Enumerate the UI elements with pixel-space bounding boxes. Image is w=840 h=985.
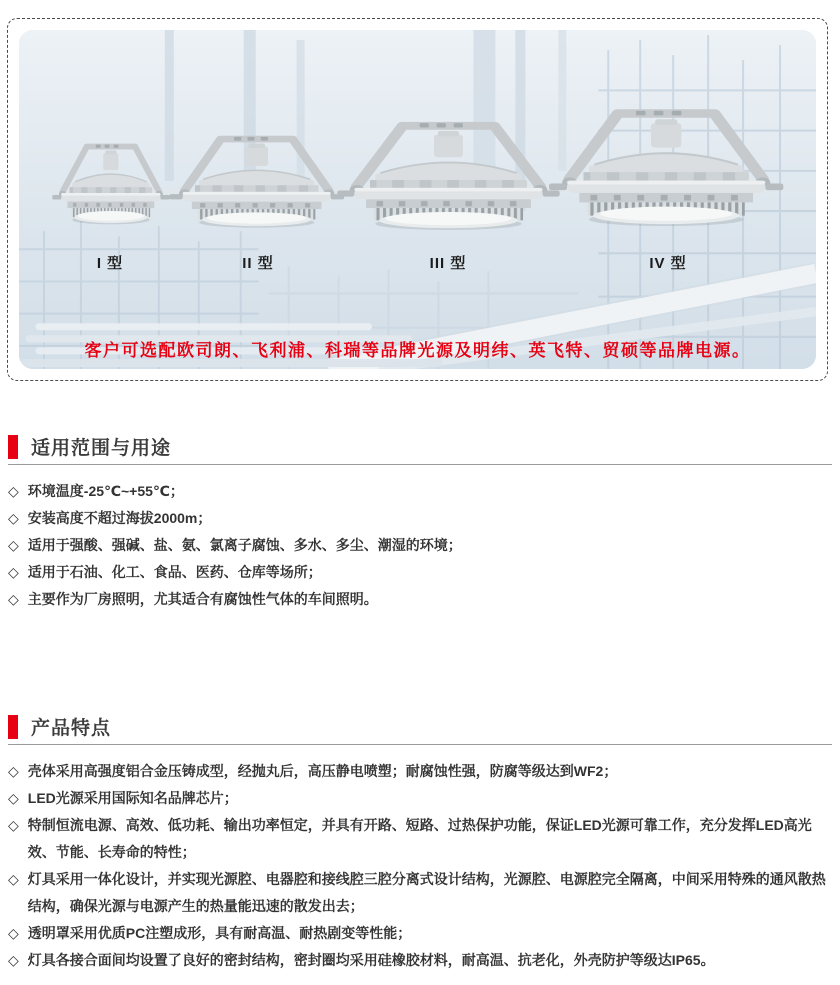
bullet-text: 灯具采用一体化设计，并实现光源腔、电器腔和接线腔三腔分离式设计结构，光源腔、电源腔完全隔离，中间采用特殊的通风散热结构，确保光源与电源产生的热量能迅速的散发出去； (27, 871, 826, 914)
diamond-bullet-icon: ◇ (8, 537, 19, 553)
section-product-features (8, 713, 832, 974)
section-application-scope (8, 433, 832, 613)
bullet-item (8, 920, 832, 947)
bullet-item (8, 559, 832, 586)
section-accent-bar (8, 435, 18, 459)
section-title: 产品特点 (31, 718, 112, 739)
bullet-item (8, 586, 832, 613)
bullet-text: 适用于强酸、强碱、盐、氨、氯离子腐蚀、多水、多尘、潮湿的环境； (27, 537, 462, 553)
bullet-text: 壳体采用高强度铝合金压铸成型，经抛丸后，高压静电喷塑；耐腐蚀性强，防腐等级达到WF2； (27, 763, 618, 779)
section-accent-bar (8, 715, 18, 739)
bullet-text: 安装高度不超过海拔2000m； (27, 510, 212, 526)
diamond-bullet-icon: ◇ (8, 925, 19, 941)
bullet-item (8, 866, 832, 920)
diamond-bullet-icon: ◇ (8, 591, 19, 607)
bullet-item (8, 758, 832, 785)
bullet-item (8, 532, 832, 559)
bullet-item (8, 785, 832, 812)
bullet-text: 透明罩采用优质PC注塑成形，具有耐高温、耐热剧变等性能； (27, 925, 412, 941)
brand-options-caption: 客户可选配欧司朗、飞利浦、科瑞等品牌光源及明纬、英飞特、贸硕等品牌电源。 (84, 341, 751, 360)
bullet-text: 主要作为厂房照明，尤其适合有腐蚀性气体的车间照明。 (27, 591, 378, 607)
model-label-2: II 型 (242, 255, 274, 272)
model-label-3: III 型 (429, 255, 467, 272)
bullet-item (8, 505, 832, 532)
model-label-1: I 型 (96, 255, 124, 272)
section-title: 适用范围与用途 (31, 438, 172, 459)
bullet-text: 特制恒流电源、高效、低功耗、输出功率恒定，并具有开路、短路、过热保护功能，保证LED光源可靠工作，充分发挥LED高光效、节能、长寿命的特性； (27, 817, 812, 860)
diamond-bullet-icon: ◇ (8, 483, 19, 499)
bullet-item (8, 478, 832, 505)
bullet-text: 灯具各接合面间均设置了良好的密封结构，密封圈均采用硅橡胶材料，耐高温、抗老化，外壳防护等级达IP65。 (27, 952, 715, 968)
diamond-bullet-icon: ◇ (8, 790, 19, 806)
model-label-4: IV 型 (649, 255, 687, 272)
diamond-bullet-icon: ◇ (8, 763, 19, 779)
diamond-bullet-icon: ◇ (8, 817, 19, 833)
diamond-bullet-icon: ◇ (8, 564, 19, 580)
section-header (8, 713, 832, 745)
bullet-list (8, 478, 832, 613)
factory-photo-illustration (19, 30, 816, 369)
diamond-bullet-icon: ◇ (8, 952, 19, 968)
bullet-text: LED光源采用国际知名品牌芯片； (27, 790, 238, 806)
diamond-bullet-icon: ◇ (8, 871, 19, 887)
product-photo (19, 30, 816, 369)
bullet-item (8, 812, 832, 866)
product-image-frame (7, 18, 828, 381)
bullet-item (8, 947, 832, 974)
section-header (8, 433, 832, 465)
bullet-text: 环境温度-25℃~+55℃； (27, 483, 184, 499)
bullet-text: 适用于石油、化工、食品、医药、仓库等场所； (27, 564, 322, 580)
bullet-list (8, 758, 832, 974)
diamond-bullet-icon: ◇ (8, 510, 19, 526)
